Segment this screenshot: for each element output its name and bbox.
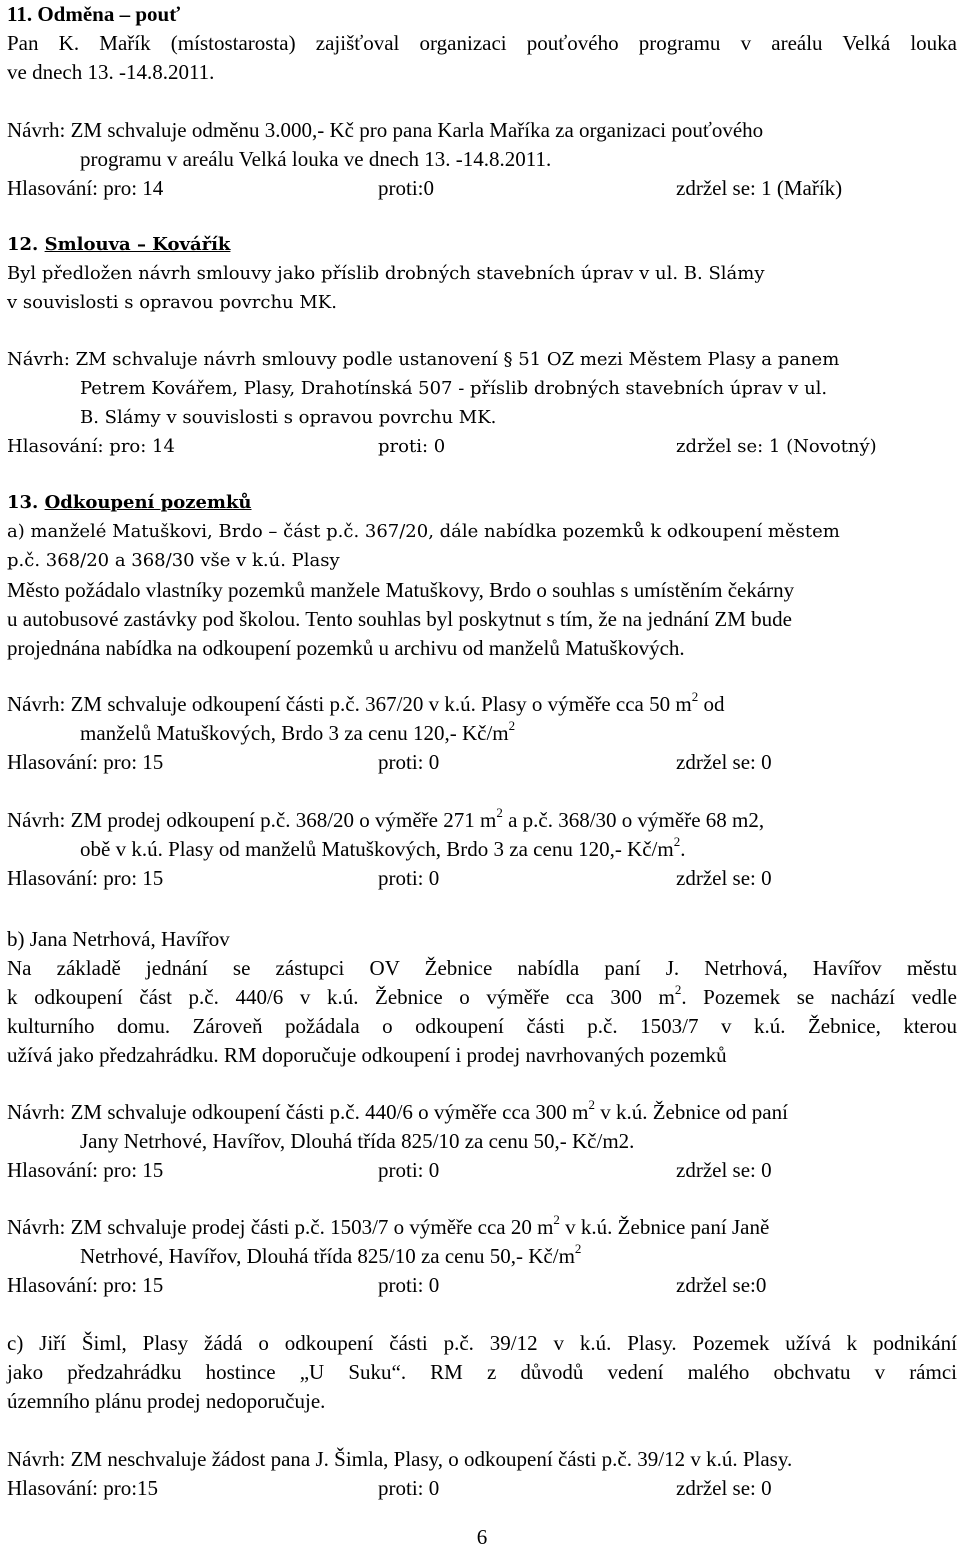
section-12	[7, 230, 957, 317]
paragraph-line: užívá jako předzahrádku. RM doporučuje odkoupení i prodej navrhovaných pozemků	[7, 1043, 727, 1067]
vote-pro: Hlasování: pro:15	[7, 1476, 159, 1500]
vote-zdrzel: zdržel se: 0	[676, 1476, 772, 1500]
vote-zdrzel: zdržel se: 0	[676, 750, 772, 774]
vote-pro: Hlasování: pro: 15	[7, 866, 164, 890]
section-title: 11. Odměna – pouť	[7, 2, 181, 26]
proposal-line: Jany Netrhové, Havířov, Dlouhá třída 825/10 za cenu 50,- Kč/m2.	[80, 1129, 635, 1153]
section-title: 13. Odkoupení pozemků	[7, 492, 252, 513]
paragraph-line: p.č. 368/20 a 368/30 vše v k.ú. Plasy	[7, 550, 340, 571]
proposal-line: Návrh: ZM neschvaluje žádost pana J. Šimla, Plasy, o odkoupení části p.č. 39/12 v k.ú. Plasy.	[7, 1447, 793, 1471]
vote-pro: Hlasování: pro: 15	[7, 1158, 164, 1182]
paragraph-line: kulturního domu. Zároveň požádala o odkoupení části p.č. 1503/7 v k.ú. Žebnice, kterou	[7, 1014, 957, 1038]
section-11	[7, 0, 957, 87]
document-page	[7, 0, 957, 1561]
proposal-line: B. Slámy v souvislosti s opravou povrchu MK.	[80, 407, 497, 428]
proposal-line: manželů Matuškových, Brdo 3 za cenu 120,- $Kč/m^2$	[80, 718, 516, 745]
paragraph-line: Byl předložen návrh smlouvy jako příslib drobných stavebních úprav v ul. B. Slámy	[7, 263, 765, 284]
vote-proti: proti: 0	[378, 1273, 440, 1297]
proposal-12	[7, 345, 957, 461]
vote-pro: Hlasování: pro: 15	[7, 750, 164, 774]
section-13a-text	[7, 576, 957, 663]
vote-proti: proti: 0	[378, 436, 446, 457]
proposal-line: Návrh: ZM schvaluje návrh smlouvy podle ustanovení § 51 OZ mezi Městem Plasy a panem	[7, 349, 840, 370]
proposal-line: Návrh: ZM prodej odkoupení p.č. 368/20 o výměře 271 $m^2$ a p.č. 368/30 o výměře 68 m2,	[7, 805, 765, 832]
vote-row	[7, 1271, 957, 1300]
vote-row	[7, 1474, 957, 1503]
paragraph-line: ve dnech 13. -14.8.2011.	[7, 60, 215, 84]
vote-proti: proti: 0	[378, 1476, 440, 1500]
paragraph-line: v souvislosti s opravou povrchu MK.	[7, 292, 337, 313]
vote-proti: proti: 0	[378, 750, 440, 774]
vote-pro: Hlasování: pro: 14	[7, 176, 164, 200]
proposal-13a-2	[7, 806, 957, 893]
vote-zdrzel: zdržel se: 0	[676, 866, 772, 890]
proposal-13a-1	[7, 690, 957, 777]
vote-proti: proti:0	[378, 176, 434, 200]
vote-row	[7, 432, 957, 461]
proposal-13b-1	[7, 1098, 957, 1185]
section-13c-text	[7, 1329, 957, 1416]
vote-zdrzel: zdržel se: 1 (Novotný)	[676, 436, 877, 457]
proposal-line: Návrh: ZM schvaluje odměnu 3.000,- Kč pro pana Karla Maříka za organizaci pouťového	[7, 118, 764, 142]
vote-row	[7, 748, 957, 777]
subsection-title: b) Jana Netrhová, Havířov	[7, 927, 230, 951]
paragraph-line: k odkoupení část p.č. 440/6 v k.ú. Žebnice o výměře cca 300 $m^2$. Pozemek se nachází vedle	[7, 982, 957, 1009]
proposal-line: obě v k.ú. Plasy od manželů Matuškových, Brdo 3 za cenu 120,- $Kč/m^2$.	[80, 834, 686, 861]
page-number: 6	[476, 1525, 488, 1549]
proposal-line: Návrh: ZM schvaluje prodej části p.č. 1503/7 o výměře cca 20 $m^2$ v k.ú. Žebnice paní Janě	[7, 1212, 770, 1239]
vote-row	[7, 1156, 957, 1185]
vote-row	[7, 174, 957, 203]
proposal-11	[7, 116, 957, 203]
paragraph-line: Pan K. Mařík (místostarosta) zajišťoval organizaci pouťového programu v areálu Velká louka	[7, 31, 957, 55]
section-title: 12. Smlouva – Kovářík	[7, 234, 231, 255]
section-13	[7, 488, 957, 575]
vote-pro: Hlasování: pro: 15	[7, 1273, 164, 1297]
vote-pro: Hlasování: pro: 14	[7, 436, 175, 457]
vote-row	[7, 864, 957, 893]
paragraph-line: c) Jiří Šiml, Plasy žádá o odkoupení části p.č. 39/12 v k.ú. Plasy. Pozemek užívá k podnikání	[7, 1331, 957, 1355]
proposal-13b-2	[7, 1213, 957, 1300]
proposal-line: Návrh: ZM schvaluje odkoupení části p.č. 440/6 o výměře cca 300 $m^2$ v k.ú. Žebnice od paní	[7, 1097, 788, 1124]
paragraph-line: projednána nabídka na odkoupení pozemků u archivu od manželů Matuškových.	[7, 636, 685, 660]
paragraph-line: jako předzahrádku hostince „U Suku“. RM z důvodů vedení malého obchvatu v rámci	[7, 1360, 957, 1384]
vote-zdrzel: zdržel se: 1 (Mařík)	[676, 176, 843, 200]
section-13b-text	[7, 925, 957, 1070]
paragraph-line: a) manželé Matuškovi, Brdo – část p.č. 367/20, dále nabídka pozemků k odkoupení městem	[7, 521, 840, 542]
proposal-line: programu v areálu Velká louka ve dnech 13. -14.8.2011.	[80, 147, 552, 171]
proposal-line: Petrem Kovářem, Plasy, Drahotínská 507 - příslib drobných stavebních úprav v ul.	[80, 378, 828, 399]
vote-zdrzel: zdržel se: 0	[676, 1158, 772, 1182]
paragraph-line: Na základě jednání se zástupci OV Žebnice nabídla paní J. Netrhová, Havířov městu	[7, 956, 957, 980]
paragraph-line: Město požádalo vlastníky pozemků manžele Matuškovy, Brdo o souhlas s umístěním čekárny	[7, 578, 795, 602]
vote-proti: proti: 0	[378, 1158, 440, 1182]
paragraph-line: územního plánu prodej nedoporučuje.	[7, 1389, 326, 1413]
proposal-line: Návrh: ZM schvaluje odkoupení části p.č. 367/20 v k.ú. Plasy o výměře cca 50 $m^2$ od	[7, 689, 725, 716]
proposal-13c	[7, 1445, 957, 1503]
paragraph-line: u autobusové zastávky pod školou. Tento souhlas byl poskytnut s tím, že na jednání ZM bude	[7, 607, 792, 631]
proposal-line: Netrhové, Havířov, Dlouhá třída 825/10 za cenu 50,- $Kč/m^2$	[80, 1241, 582, 1268]
vote-proti: proti: 0	[378, 866, 440, 890]
vote-zdrzel: zdržel se:0	[676, 1273, 767, 1297]
